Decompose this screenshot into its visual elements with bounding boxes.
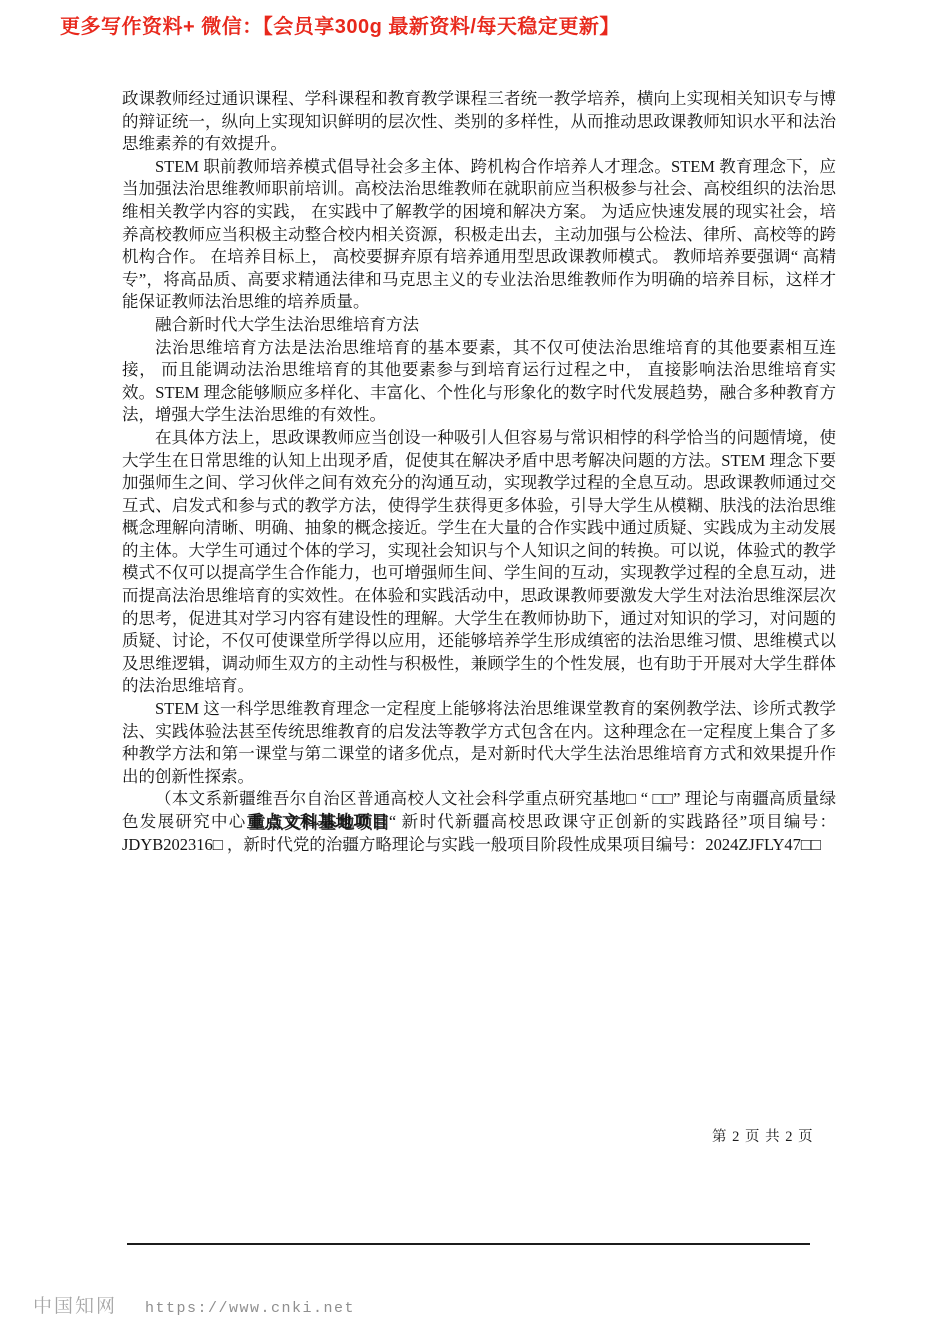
paragraph-stem-summary: STEM 这一科学思维教育理念一定程度上能够将法治思维课堂教育的案例教学法、诊所式教学法、实践体验法甚至传统思维教育的启发法等教学方式包含在内。这种理念在一定程度上集合了多种教学方法和第一课堂与第二课堂的诸多优点，是对新时代大学生法治思维培育方式和效果提升作出的创新性探索。	[122, 699, 836, 786]
promo-banner: 更多写作资料+ 微信：【会员享300g 最新资料/每天稳定更新】	[60, 16, 620, 38]
footnote-paragraph	[122, 788, 836, 856]
article-body	[122, 88, 836, 856]
footnote-post-text: “ 新时代新疆高校思政课守正创新的实践路径”项目编号：JDYB202316□ ，新时代党的治疆方略理论与实践一般项目阶段性成果项目编号：2024ZJFLY47□□	[122, 812, 837, 854]
paragraph-stem-preservice: STEM 职前教师培养模式倡导社会多主体、跨机构合作培养人才理念。STEM 教育理念下，应当加强法治思维教师职前培训。高校法治思维教师在就职前应当积极参与社会、高校组织的法治思维相关教学内容的实践， 在实践中了解教学的困境和解决方案。 为适应快速发展的现实社会，培养高校教师应当积极主动整合校内相关资源，积极走出去，主动加强与公检法、律所、高校等的跨机构合作。 在培养目标上， 高校要摒弃原有培养通用型思政课教师模式。 教师培养要强调“ 高精专”，将高品质、高要求精通法律和马克思主义的专业法治思维教师作为明确的培养目标，这样才能保证教师法治思维的培养质量。	[122, 156, 836, 312]
paragraph-continuation: 政课教师经过通识课程、学科课程和教育教学课程三者统一教学培养，横向上实现相关知识专与博的辩证统一，纵向上实现知识鲜明的层次性、类别的多样性，从而推动思政课教师知识水平和法治思维素养的有效提升。	[122, 89, 836, 154]
paragraph-cultivation-method: 法治思维培育方法是法治思维培育的基本要素，其不仅可使法治思维培育的其他要素相互连接， 而且能调动法治思维培育的其他要素参与到培育运行过程之中， 直接影响法治思维培育实效。STEM 理念能够顺应多样化、丰富化、个性化与形象化的数字时代发展趋势，融合多种教育方法，增强大学生法治思维的有效性。	[122, 337, 836, 425]
paragraph-concrete-methods: 在具体方法上，思政课教师应当创设一种吸引人但容易与常识相悖的科学恰当的问题情境，使大学生在日常思维的认知上出现矛盾，促使其在解决矛盾中思考解决问题的方法。STEM 理念下要加强师生之间、学习伙伴之间有效充分的沟通互动，实现教学过程的全息互动。思政课教师通过交互式、启发式和参与式的教学方法，使得学生获得更多体验，引导大学生从模糊、肤浅的法治思维概念理解向清晰、明确、抽象的概念接近。学生在大量的合作实践中通过质疑、实践成为主动发展的主体。大学生可通过个体的学习，实现社会知识与个人知识之间的转换。可以说，体验式的教学模式不仅可以提高学生合作能力，也可增强师生间、学生间的互动，实现教学过程的全息互动，进而提高法治思维培育的实效性。在体验和实践活动中，思政课教师要激发大学生对法治思维深层次的思考，促进其对学习内容有建设性的理解。大学生在教师协助下，通过对知识的学习，对问题的质疑、讨论，不仅可使课堂所学得以应用，还能够培养学生形成缜密的法治思维习惯、思维模式以及思维逻辑，调动师生双方的主动性与积极性，兼顾学生的个性发展，也有助于开展对大学生群体的法治思维培育。	[122, 427, 836, 696]
page-number-indicator: 第 2 页 共 2 页	[712, 1129, 814, 1145]
cnki-site-url: https://www.cnki.net	[145, 1300, 356, 1317]
footnote-overprinted-text: 重点文科基地项目	[246, 812, 389, 831]
footer-divider-line	[127, 1243, 810, 1245]
cnki-site-name: 中国知网	[33, 1296, 118, 1317]
section-subheading: 融合新时代大学生法治思维培育方法	[155, 314, 419, 334]
footnote-pre-text: （本文系新疆维吾尔自治区普通高校人文社会科学重点研究基地□ “ □□” 理论与南疆高质量绿色发展研究中心	[122, 789, 836, 831]
cnki-watermark	[33, 1291, 355, 1318]
